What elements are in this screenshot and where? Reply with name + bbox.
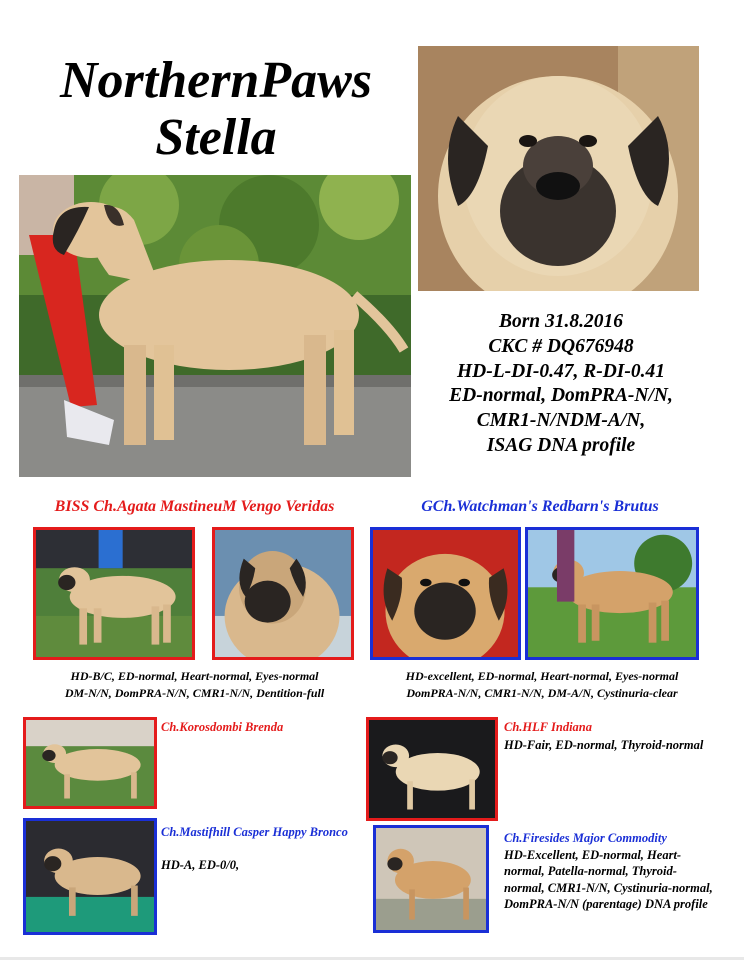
dam-sire-photo xyxy=(23,818,157,935)
sire-head-image xyxy=(373,530,518,657)
sire-health-line-1: HD-excellent, ED-normal, Heart-normal, Eyes-normal xyxy=(405,669,679,683)
sire-dam-photo xyxy=(366,717,498,821)
sire-photo-standing xyxy=(525,527,699,660)
sire-health xyxy=(372,668,712,703)
dam-photo-head xyxy=(212,527,354,660)
sire-health-line-2: DomPRA-N/N, CMR1-N/N, DM-A/N, Cystinuria-clear xyxy=(406,686,678,701)
sire-sire-name: Ch.Firesides Major Commodity xyxy=(504,831,667,845)
hip-score: HD-L-DI-0.47, R-DI-0.41 xyxy=(457,360,665,382)
standing-dog-image xyxy=(19,175,411,477)
sire-sire-photo xyxy=(373,825,489,933)
dam-dam-photo xyxy=(23,717,157,809)
sire-dam-image xyxy=(369,720,495,818)
dog-head-image xyxy=(418,46,699,291)
dam-sire-health: HD-A, ED-0/0, xyxy=(161,858,240,872)
dam-health-line-2: DM-N/N, DomPRA-N/N, CMR1-N/N, Dentition-full xyxy=(64,686,325,701)
sire-sire-health: HD-Excellent, ED-normal, Heart-normal, Patella-normal, Thyroid-normal, CMR1-N/N, Cystinuria-normal, DomPRA-N/N (parentage) DNA profile xyxy=(504,848,713,911)
dam-sire-image xyxy=(26,821,154,932)
dam-health-line-1: HD-B/C, ED-normal, Heart-normal, Eyes-normal xyxy=(70,669,319,683)
page-title xyxy=(18,52,414,166)
dam-photo-standing xyxy=(33,527,195,660)
sire-dam-name: Ch.HLF Indiana xyxy=(504,720,593,734)
cmr-dm-results: CMR1-N/NDM-A/N, xyxy=(476,410,646,431)
dam-health xyxy=(22,668,367,703)
title-kennel: NorthernPaws xyxy=(59,52,373,109)
main-dog-photo xyxy=(19,175,411,477)
dog-details xyxy=(416,310,706,459)
sire-dam-health: HD-Fair, ED-normal, Thyroid-normal xyxy=(504,738,704,752)
dam-head-image xyxy=(215,530,351,657)
title-dog-name: Stella xyxy=(155,109,277,167)
registration-number: CKC # DQ676948 xyxy=(488,335,634,357)
dna-profile: ISAG DNA profile xyxy=(486,434,636,456)
sire-name: GCh.Watchman's Redbarn's Brutus xyxy=(421,498,659,515)
dam-dam-name: Ch.Korosdombi Brenda xyxy=(161,720,284,734)
sire-photo-head xyxy=(370,527,521,660)
sire-standing-image xyxy=(528,530,696,657)
head-dog-photo xyxy=(418,46,699,291)
dam-standing-image xyxy=(36,530,192,657)
birth-date: Born 31.8.2016 xyxy=(498,311,624,332)
dam-dam-image xyxy=(26,720,154,806)
elbow-pra-results: ED-normal, DomPRA-N/N, xyxy=(449,385,673,407)
dam-name: BISS Ch.Agata MastineuM Vengo Veridas xyxy=(54,498,335,515)
sire-sire-image xyxy=(376,828,486,930)
dam-sire-name: Ch.Mastifhill Casper Happy Bronco xyxy=(161,825,348,839)
